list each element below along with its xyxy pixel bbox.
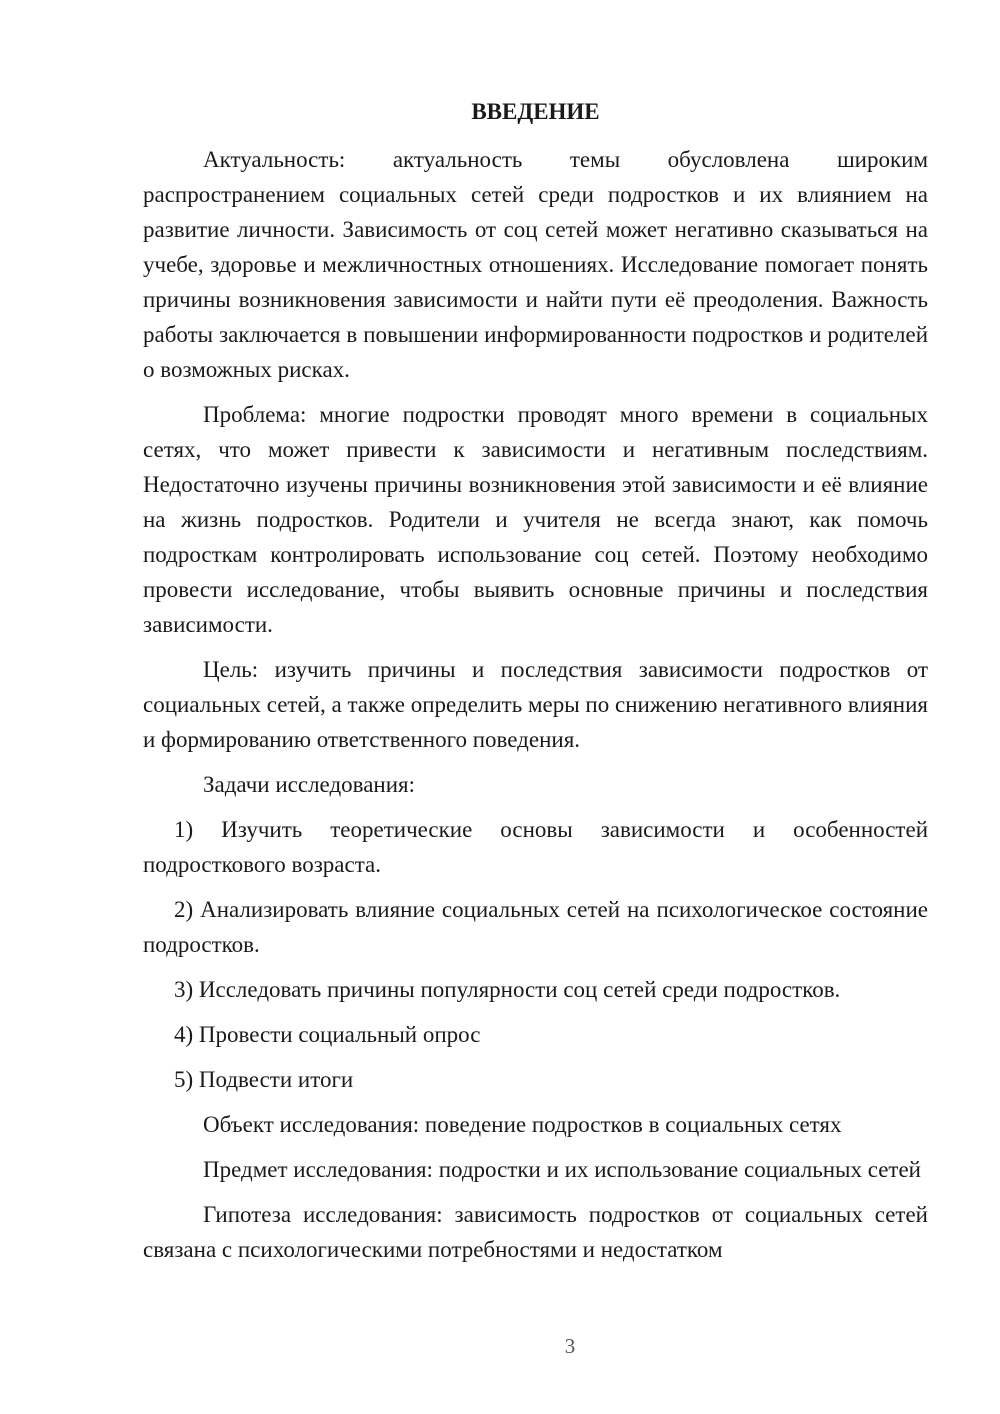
task-item-5: 5) Подвести итоги: [174, 1067, 354, 1092]
page-number: 3: [564, 1334, 576, 1358]
document-body: [143, 94, 928, 1277]
paragraph-relevance: Актуальность: актуальность темы обусловлена широким распространением социальных сетей среди подростков и их влиянием на развитие личности. Зависимость от соц сетей может негативно сказываться на учебе, здоровье и межличностных отношениях. Исследование помогает понять причины возникновения зависимости и найти пути её преодоления. Важность работы заключается в повышении информированности подростков и родителей о возможных рисках.: [143, 147, 928, 382]
paragraph-goal: Цель: изучить причины и последствия зависимости подростков от социальных сетей, а также определить меры по снижению негативного влияния и формированию ответственного поведения.: [143, 657, 928, 752]
paragraph-hypothesis: Гипотеза исследования: зависимость подростков от социальных сетей связана с психологическими потребностями и недостатком: [143, 1202, 928, 1262]
task-item-2: 2) Анализировать влияние социальных сетей на психологическое состояние подростков.: [143, 897, 928, 957]
task-item-1: 1) Изучить теоретические основы зависимости и особенностей подросткового возраста.: [143, 817, 928, 877]
paragraph-object: Объект исследования: поведение подростков в социальных сетях: [203, 1112, 842, 1137]
paragraph-subject: Предмет исследования: подростки и их использование социальных сетей: [203, 1157, 921, 1182]
task-item-4: 4) Провести социальный опрос: [174, 1022, 481, 1047]
paragraph-problem: Проблема: многие подростки проводят много времени в социальных сетях, что может привести к зависимости и негативным последствиям. Недостаточно изучены причины возникновения этой зависимости и её влияние на жизнь подростков. Родители и учителя не всегда знают, как помочь подросткам контролировать использование соц сетей. Поэтому необходимо провести исследование, чтобы выявить основные причины и последствия зависимости.: [143, 402, 928, 637]
tasks-heading: Задачи исследования:: [203, 772, 416, 797]
task-item-3: 3) Исследовать причины популярности соц сетей среди подростков.: [174, 977, 841, 1002]
section-title: ВВЕДЕНИЕ: [471, 99, 600, 124]
